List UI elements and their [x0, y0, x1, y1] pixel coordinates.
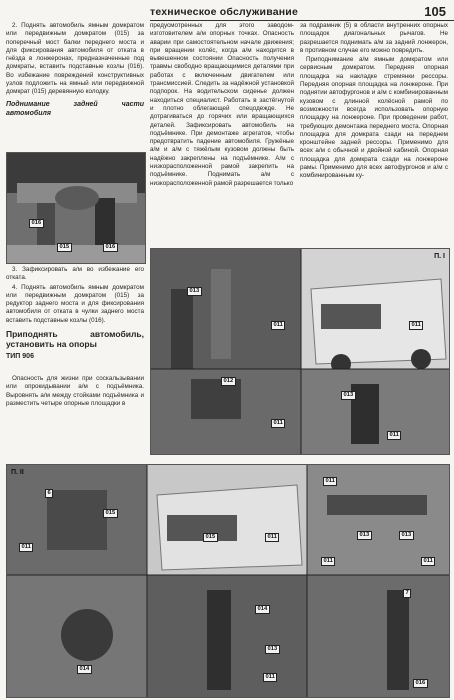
callout-label: 015 [203, 533, 218, 542]
page-header [150, 4, 450, 24]
callout-label: 011 [421, 557, 435, 566]
figure-number: П. I [434, 253, 445, 260]
callout-label: 011 [321, 557, 335, 566]
callout-label: 015 [57, 243, 72, 252]
callout-label: 014 [77, 665, 92, 674]
callout-label: 6 [45, 489, 53, 498]
header-rule [150, 20, 454, 21]
callout-label: 015 [103, 509, 118, 518]
column-1-bottom [6, 266, 144, 409]
paragraph: 3. Зафиксировать а/м во избежание его отката. [6, 266, 144, 282]
callout-label: 012 [221, 377, 236, 386]
callout-label: 014 [255, 605, 270, 614]
photo-image [7, 153, 145, 263]
header-title: техническое обслуживание [150, 6, 298, 18]
page-number: 105 [424, 4, 446, 19]
section-heading: Поднимание задней части автомобиля [6, 100, 144, 117]
paragraph: предусмотренных для этого заводом-изготовителем а/м опорных точках. Опасность аварии при самостоятельном начале движения; при вращении колёс, когда а/м находится в вывешенном состоянии Опасность получения травмы свободно вращающимися деталями при работах с включенным двигателем или трансмиссией. Следить за надёжной установкой подпорок. На водительском сиденье должен находиться специалист. Работать в застёгнутой и плотно облегающей спецодежде. Не дотрагиваться до горячих или вращающихся деталей. Зафиксировать автомобиль на подъёмнике. При демонтаже агрегатов, чтобы предотвратить падение автомобиля. Гружёные а/м и а/м с тяжёлым кузовом должны быть надёжно закреплены на подъёмнике. А/м с низкорасположенной рамой закрепить на подъёмнике. Поднимать а/м с низкорасположенной рамой разрешается только [150, 22, 294, 187]
paragraph: Приподнимание а/м ямным домкратом или сервисным домкратом. Передняя опорная площадка на накладке стремянки рессоры. Передняя опорная площадка на лонжероне. При поднятии автофургонов и а/м с комбинированным кузовом с длинной колёсной рамой по возможности всегда использовать опорную площадку на лонжероне. При проведении работ, требующих демонтажа переднего моста. Опорная площадка для домкрата сзади на переднем кронштейне задней рессоры. Применимо для всех а/м с обычной и двойной кабиной. Опорная площадка для домкрата сзади на лонжероне рамы. Применимо для всех автофургонов и а/м с комбинированным ку- [300, 56, 448, 180]
figure-p2 [6, 464, 450, 698]
photo-rear-axle-jack [6, 152, 146, 264]
callout-label: 016 [29, 219, 44, 228]
figure-number: П. II [11, 469, 24, 476]
callout-label: 011 [263, 673, 277, 682]
callout-label: 011 [265, 533, 279, 542]
callout-label: 011 [271, 321, 285, 330]
figure-p1 [150, 248, 450, 455]
callout-label: 013 [187, 287, 202, 296]
callout-label: 011 [271, 419, 285, 428]
callout-label: 013 [265, 645, 280, 654]
model-type: ТИП 906 [6, 353, 34, 361]
figure-image [151, 249, 449, 454]
paragraph: 2. Поднять автомобиль ямным домкратом или передвижным домкратом (015) за поперечный мост балки переднего моста и для фиксирования автомобиля от отката в гнёзда в лонжеронах, предназначенные под домкраты, вставить подставные козлы (016). Во избежание повреждений конструктивных узлов подложить на ямный или передвижной домкрат (015) деревянную колодку. [6, 22, 144, 96]
paragraph: 4. Поднять автомобиль ямным домкратом или передвижным домкратом (015) за редуктор заднего моста и для фиксирования автомобиля от отката в чулки заднего моста вставить подставные козлы (016). [6, 283, 144, 324]
callout-label: 013 [357, 531, 372, 540]
column-1-top [6, 22, 144, 120]
column-2 [150, 22, 294, 189]
callout-label: 7 [403, 589, 411, 598]
callout-label: 016 [103, 243, 118, 252]
callout-label: 016 [413, 679, 428, 688]
paragraph: Опасность для жизни при соскальзывании или опрокидывании а/м с подъёмника. Выровнять а/м между стойками подъёмника и разместить четыре опорные площадки в [6, 375, 144, 407]
callout-label: 011 [19, 543, 33, 552]
column-3 [300, 22, 448, 182]
callout-label: 011 [409, 321, 423, 330]
callout-label: 013 [399, 531, 414, 540]
callout-label: 011 [387, 431, 401, 440]
paragraph: за подрамник (5) в области внутренних опорных площадок диагональных рычагов. Не разрешается поднимать а/м за задний лонжерон, в противном случае его можно повредить. [300, 22, 448, 54]
callout-label: 013 [341, 391, 356, 400]
figure-image [7, 465, 449, 697]
callout-label: 011 [323, 477, 337, 486]
section-heading: Приподнять автомобиль, установить на опоры [6, 329, 144, 350]
